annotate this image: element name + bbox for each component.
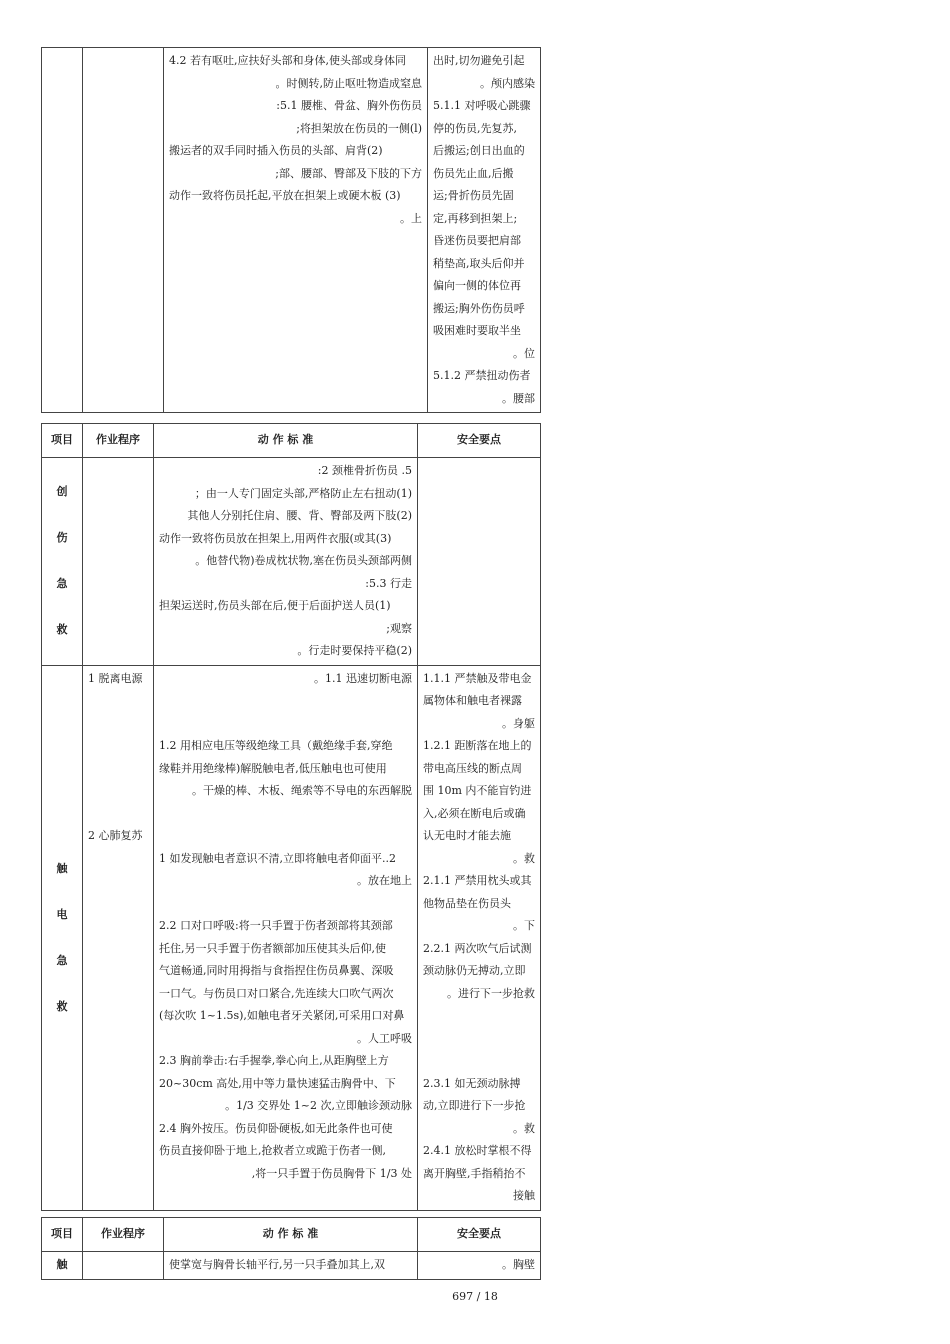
action-line: 托住,另一只手置于伤者额部加压使其头后仰,使 [159, 941, 386, 955]
action-line: :5.1 腰椎、骨盆、胸外伤伤员 [276, 99, 422, 112]
category-trauma: 创 伤 急 救 [42, 458, 83, 666]
safety-line: 。身躯 [502, 716, 535, 730]
action-line: ；由一人专门固定头部,严格防止左右扭动(1) [194, 486, 412, 500]
action-line: 伤员直接仰卧于地上,抢救者立或跪于伤者一侧, [159, 1144, 386, 1157]
header-safety: 安全要点 [418, 1218, 541, 1252]
header-item: 项目 [42, 424, 83, 458]
action-line: ;部、腰部、臀部及下肢的下方 [275, 166, 422, 180]
safety-line: 带电高压线的断点周 [423, 761, 522, 775]
safety-line: 停的伤员,先复苏, [433, 121, 517, 135]
safety-line: 昏迷伤员要把肩部 [433, 234, 521, 247]
table-continuation [41, 47, 541, 413]
safety-line: 吸困难时要取半坐 [433, 324, 521, 337]
safety-line: 后搬运;创日出血的 [433, 144, 525, 157]
safety-line: 离开胸壁,手指稍抬不 [423, 1166, 526, 1180]
safety-line [423, 1005, 535, 1028]
action-line: 动作一致将伤员放在担架上,用两件衣服(或其(3) [159, 531, 392, 545]
procedure-cell [83, 48, 164, 413]
safety-cell [418, 665, 541, 1210]
action-line: :2 颈椎骨折伤员 .5 [317, 464, 412, 477]
header-action: 动 作 标 准 [154, 424, 418, 458]
page-number: 697 / 18 [452, 1290, 498, 1303]
action-line: 1 如发现触电者意识不清,立即将触电者仰面平..2 [159, 851, 396, 865]
safety-line: 2.3.1 如无颈动脉搏 [423, 1076, 521, 1090]
action-line: 其他人分别托住肩、腰、背、臀部及两下肢(2) [187, 509, 412, 522]
action-line: 。干燥的棒、木板、绳索等不导电的东西解脱 [192, 784, 412, 797]
action-line: 1.2 用相应电压等级绝缘工具（戴绝缘手套,穿绝 [159, 739, 393, 752]
table-row [42, 1252, 541, 1280]
safety-line: 搬运;胸外伤伤员呼 [433, 301, 525, 315]
safety-line: 2.2.1 两次吹气后试测 [423, 941, 532, 955]
action-line: 2.4 胸外按压。伤员仰卧硬板,如无此条件也可使 [159, 1121, 393, 1135]
safety-line: 属物体和触电者裸露 [423, 694, 522, 707]
action-line [159, 690, 412, 713]
table-row [42, 665, 541, 1210]
safety-line: 1.2.1 距断落在地上的 [423, 739, 532, 752]
header-action: 动 作 标 准 [164, 1218, 418, 1252]
safety-cell [418, 1252, 541, 1280]
table-header-row [42, 424, 541, 458]
safety-line: 5.1.2 严禁扭动伤者 [433, 369, 531, 382]
procedure-cell [83, 458, 154, 666]
safety-line: 他物品垫在伤员头 [423, 896, 511, 910]
safety-line: 2.4.1 放松时掌根不得 [423, 1144, 532, 1157]
action-cell [164, 48, 428, 413]
safety-line: 稍垫高,取头后仰并 [433, 256, 525, 270]
safety-line: 运;骨折伤员先固 [433, 189, 514, 202]
action-line: ,将一只手置于伤员胸骨下 1/3 处 [251, 1166, 412, 1180]
safety-line: 围 10m 内不能盲钓进 [423, 784, 532, 797]
safety-line: 。进行下一步抢救 [447, 986, 535, 1000]
action-line: 搬运者的双手同时插入伤员的头部、肩背(2) [169, 144, 383, 157]
safety-line: 入,必须在断电后或确 [423, 806, 526, 820]
safety-line: 。下 [513, 919, 535, 932]
safety-line: 5.1.1 对呼吸心跳骤 [433, 99, 531, 112]
table-header-row [42, 1218, 541, 1252]
header-procedure: 作业程序 [83, 1218, 164, 1252]
safety-cell [428, 48, 541, 413]
safety-line: 接触 [513, 1189, 535, 1202]
action-cell [164, 1252, 418, 1280]
safety-line: 出时,切勿避免引起 [433, 54, 525, 67]
action-cell [154, 458, 418, 666]
safety-line: 。腰部 [502, 391, 535, 405]
action-line [159, 825, 412, 848]
header-safety: 安全要点 [418, 424, 541, 458]
action-line: :5.3 行走 [365, 576, 412, 590]
header-procedure: 作业程序 [83, 424, 154, 458]
action-line: 缘鞋并用绝缘棒)解脱触电者,低压触电也可使用 [159, 761, 387, 775]
action-line: 使掌宽与胸骨长轴平行,另一只手叠加其上,双 [169, 1258, 385, 1271]
procedure-cpr: 2 心肺复苏 [88, 829, 143, 842]
action-line: ;观察 [386, 621, 412, 635]
action-line: 一口气。与伤员口对口紧合,先连续大口吹气两次 [159, 986, 394, 1000]
table-row [42, 458, 541, 666]
action-line: 。人工呼吸 [357, 1031, 412, 1045]
action-line [159, 713, 412, 736]
category-electric-shock: 触 电 急 救 [42, 665, 83, 1210]
action-cell [154, 665, 418, 1210]
action-line: 动作一致将伤员托起,平放在担架上或硬木板 (3) [169, 189, 401, 202]
action-line: 。他替代物)卷成枕状物,塞在伤员头颈部两侧 [195, 554, 412, 567]
action-line: 2.3 胸前拳击:右手握拳,拳心向上,从距胸壁上方 [159, 1054, 389, 1067]
safety-cell [418, 458, 541, 666]
action-line: (每次吹 1~1.5s),如触电者牙关紧闭,可采用口对鼻 [159, 1009, 405, 1022]
action-line: 4.2 若有呕吐,应扶好头部和身体,使头部或身体同 [169, 54, 406, 67]
action-line: 2.2 口对口呼吸:将一只手置于伤者颈部将其颈部 [159, 919, 393, 932]
action-line: 担架运送时,伤员头部在后,便于后面护送人员(1) [159, 599, 391, 612]
action-line [159, 803, 412, 826]
action-line: 。放在地上 [357, 874, 412, 887]
procedure-disconnect-power: 1 脱离电源 [88, 671, 143, 685]
table-row [42, 48, 541, 413]
table-procedures-continued [41, 1217, 541, 1280]
action-line: 。1.1 迅速切断电源 [314, 671, 412, 685]
procedure-cell [83, 1252, 164, 1280]
safety-line: 定,再移到担架上; [433, 211, 518, 225]
safety-line: 动,立即进行下一步抢 [423, 1099, 526, 1112]
action-line: 20~30cm 高处,用中等力量快速猛击胸骨中、下 [159, 1076, 396, 1090]
safety-line: 偏向一侧的体位再 [433, 279, 521, 292]
safety-line: 。胸壁 [502, 1258, 535, 1271]
action-line: 气道畅通,同时用拇指与食指捏住伤员鼻翼、深吸 [159, 964, 394, 977]
safety-line: 认无电时才能去施 [423, 829, 511, 842]
action-line: ;将担架放在伤员的一侧(l) [296, 121, 422, 135]
safety-line: 。颅内感染 [480, 76, 535, 90]
header-item: 项目 [42, 1218, 83, 1252]
action-line: 。时侧转,防止呕吐物造成窒息 [275, 76, 422, 90]
safety-line: 伤员先止血,后搬 [433, 166, 514, 180]
safety-line: 。位 [513, 346, 535, 360]
action-line: 。1/3 交界处 1~2 次,立即触诊颈动脉 [225, 1099, 412, 1112]
safety-line: 颈动脉仍无搏动,立即 [423, 964, 526, 977]
safety-line: 。救 [513, 1121, 535, 1135]
procedure-cell [83, 665, 154, 1210]
safety-line: 1.1.1 严禁触及带电金 [423, 671, 532, 685]
action-line [159, 893, 412, 916]
item-cell [42, 48, 83, 413]
safety-line [423, 1050, 535, 1073]
category-electric-shock: 触 [42, 1252, 83, 1280]
action-line: 。上 [400, 211, 422, 225]
table-procedures [41, 423, 541, 1211]
safety-line [423, 1028, 535, 1051]
safety-line: 2.1.1 严禁用枕头或其 [423, 874, 532, 887]
safety-line: 。救 [513, 851, 535, 865]
action-line: 。行走时要保持平稳(2) [297, 644, 412, 657]
